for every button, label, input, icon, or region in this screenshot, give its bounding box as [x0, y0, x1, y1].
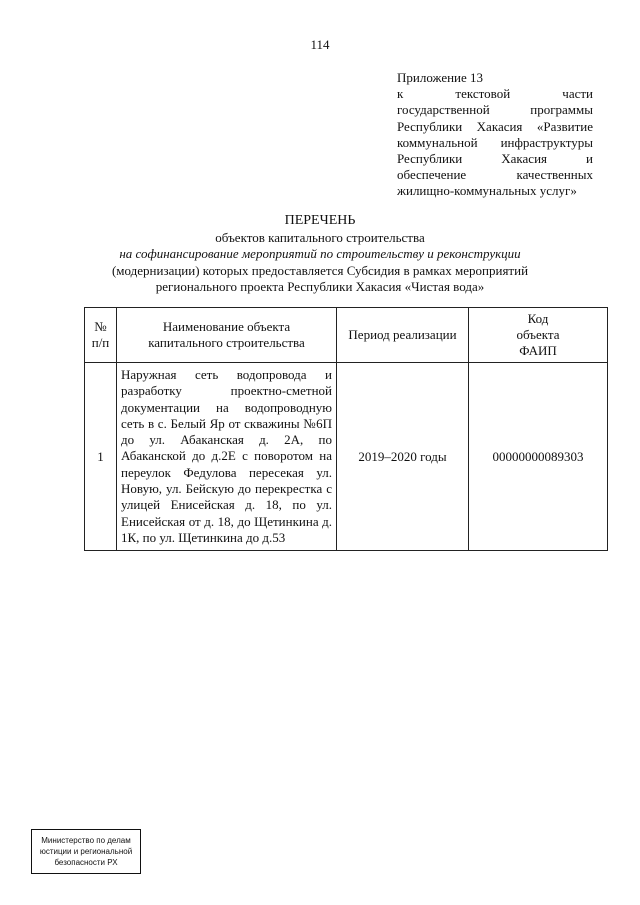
title-line-italic: на софинансирование мероприятий по строительству и реконструкции [119, 246, 521, 261]
header-text: капитального строительства [148, 335, 305, 350]
row-num: 1 [85, 363, 117, 551]
header-num [85, 308, 117, 363]
header-period: Период реализации [337, 308, 469, 363]
stamp-line: юстиции и региональной [39, 847, 133, 856]
appendix-line: коммунальной инфраструктуры [397, 134, 593, 150]
table-header-row [85, 308, 608, 363]
stamp-line: Министерство по делам [41, 836, 131, 845]
row-code: 00000000089303 [469, 363, 608, 551]
appendix-line: Приложение 13 [397, 70, 484, 85]
appendix-line: обеспечение качественных [397, 167, 593, 183]
header-name [117, 308, 337, 363]
header-text: Код [527, 311, 549, 326]
document-title [0, 213, 640, 296]
appendix-line: жилищно-коммунальных услуг» [397, 183, 577, 199]
header-code [469, 308, 608, 363]
page-number: 114 [310, 37, 330, 52]
title-line: объектов капитального строительства [215, 229, 425, 245]
objects-table [84, 307, 608, 551]
table-row [85, 363, 608, 551]
header-text: Наименование объекта [162, 319, 291, 334]
stamp-line: безопасности РХ [54, 858, 118, 867]
row-period: 2019–2020 годы [337, 363, 469, 551]
appendix-line: государственной программы [397, 102, 593, 118]
header-text: объекта [516, 327, 560, 342]
title-line: регионального проекта Республики Хакасия «Чистая вода» [155, 279, 485, 294]
header-text: № [94, 319, 107, 334]
ministry-stamp [31, 829, 141, 874]
header-text: ФАИП [519, 343, 557, 358]
title-line: (модернизации) которых предоставляется Субсидия в рамках мероприятий [111, 262, 529, 278]
header-text: п/п [91, 335, 110, 350]
appendix-line: к текстовой части [397, 86, 593, 102]
row-object-name: Наружная сеть водопровода и разработку проектно-сметной документации на водопроводную сеть в с. Белый Яр от скважины №6П до ул. Абаканская д. 2А, по Абаканской до д.2Е с поворотом на переулок Федулова пересекая ул. Новую, ул. Бейскую до перекрестка с улицей Енисейская д. 18, по ул. Енисейская от д. 18, до Щетинкина д. 1К, по ул. Щетинкина до д.53 [117, 363, 337, 551]
appendix-line: Республики Хакасия и [397, 151, 593, 167]
appendix-note [397, 70, 593, 200]
appendix-line: Республики Хакасия «Развитие [397, 118, 593, 134]
title-heading: ПЕРЕЧЕНЬ [284, 213, 356, 228]
